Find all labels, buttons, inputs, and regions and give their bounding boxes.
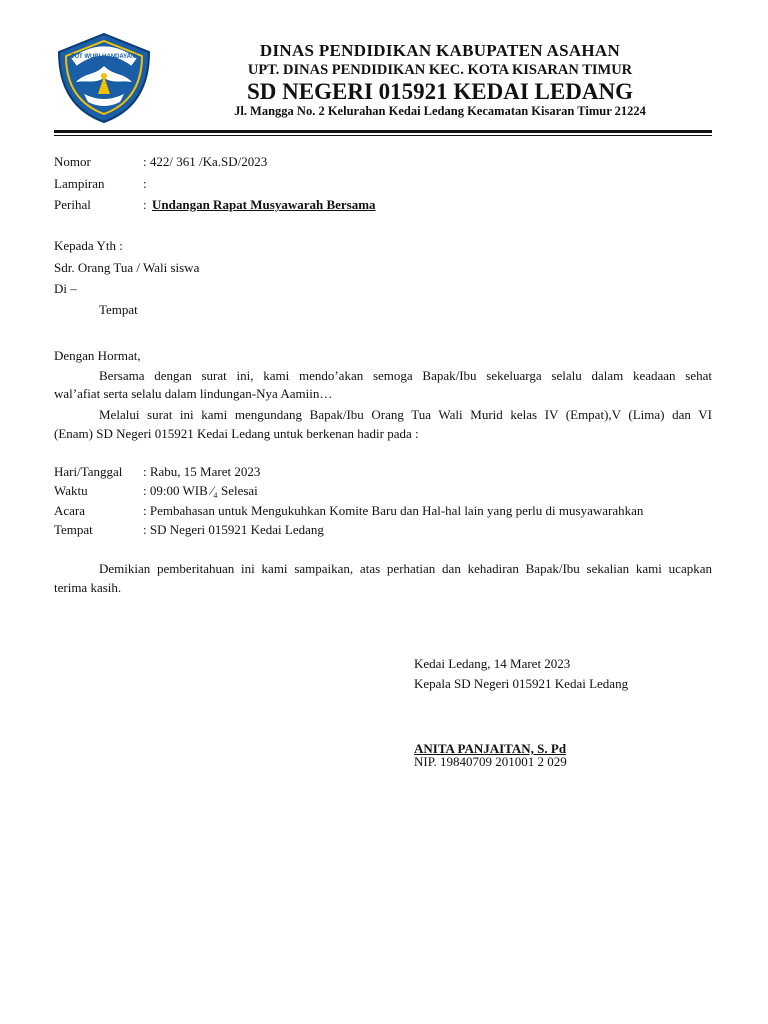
- paragraph-1-line-2: wal’afiat serta selalu dalam lindungan-Nya Aamiin…: [54, 386, 333, 401]
- paragraph-1-line-1: Bersama dengan surat ini, kami mendo’akan semoga Bapak/Ibu sekeluarga selalu dalam keadaan sehat: [99, 368, 712, 383]
- event-place-value: : SD Negeri 015921 Kedai Ledang: [143, 522, 324, 537]
- closing-line-1: Demikian pemberitahuan ini kami sampaikan, atas perhatian dan kehadiran Bapak/Ibu sekalian kami ucapkan: [99, 561, 712, 576]
- event-time-label: Waktu: [54, 483, 88, 498]
- signature-place-date: Kedai Ledang, 14 Maret 2023: [414, 656, 571, 671]
- addressee-di: Di –: [54, 281, 77, 296]
- meta-number-value: : 422/ 361 /Ka.SD/2023: [143, 154, 268, 169]
- event-time-value: : 09:00 WIB ⁄₄ Selesai: [143, 483, 258, 498]
- paragraph-2-line-1: Melalui surat ini kami mengundang Bapak/Ibu Orang Tua Wali Murid kelas IV (Empat),V (Lima) dan VI: [99, 407, 712, 422]
- letterhead-agency: DINAS PENDIDIKAN KABUPATEN ASAHAN: [259, 41, 621, 60]
- event-agenda-label: Acara: [54, 503, 86, 518]
- letterhead-address: Jl. Mangga No. 2 Kelurahan Kedai Ledang Kecamatan Kisaran Timur 21224: [234, 104, 646, 118]
- closing-line-2: terima kasih.: [54, 580, 122, 595]
- meta-subject-colon: :: [143, 197, 147, 212]
- meta-number-label: Nomor: [54, 154, 91, 169]
- paragraph-2-line-2: (Enam) SD Negeri 015921 Kedai Ledang untuk berkenan hadir pada :: [54, 426, 419, 441]
- tut-wuri-handayani-logo-icon: [54, 32, 154, 124]
- addressee-recipient: Sdr. Orang Tua / Wali siswa: [54, 260, 200, 275]
- letterhead-rule-thin: [54, 135, 712, 136]
- event-place-label: Tempat: [54, 522, 93, 537]
- meta-attachment-value: :: [143, 176, 147, 191]
- letterhead-unit: UPT. DINAS PENDIDIKAN KEC. KOTA KISARAN TIMUR: [247, 62, 633, 78]
- addressee-place: Tempat: [99, 302, 138, 317]
- meta-attachment-label: Lampiran: [54, 176, 105, 191]
- meta-subject-label: Perihal: [54, 197, 91, 212]
- signature-position: Kepala SD Negeri 015921 Kedai Ledang: [414, 676, 629, 691]
- meta-subject-value: Undangan Rapat Musyawarah Bersama: [152, 197, 376, 212]
- letterhead-rule-thick: [54, 130, 712, 133]
- logo-motto-text: TUT WURI HANDAYANI: [71, 54, 137, 60]
- signature-nip: NIP. 19840709 201001 2 029: [414, 754, 567, 769]
- addressee-salutation: Kepada Yth :: [54, 238, 123, 253]
- signature-name: ANITA PANJAITAN, S. Pd: [414, 741, 567, 756]
- greeting: Dengan Hormat,: [54, 348, 141, 363]
- event-agenda-value: : Pembahasan untuk Mengukuhkan Komite Baru dan Hal-hal lain yang perlu di musyawarahkan: [143, 503, 644, 518]
- event-date-label: Hari/Tanggal: [54, 464, 123, 479]
- letterhead-school-name: SD NEGERI 015921 KEDAI LEDANG: [247, 79, 633, 104]
- event-date-value: : Rabu, 15 Maret 2023: [143, 464, 261, 479]
